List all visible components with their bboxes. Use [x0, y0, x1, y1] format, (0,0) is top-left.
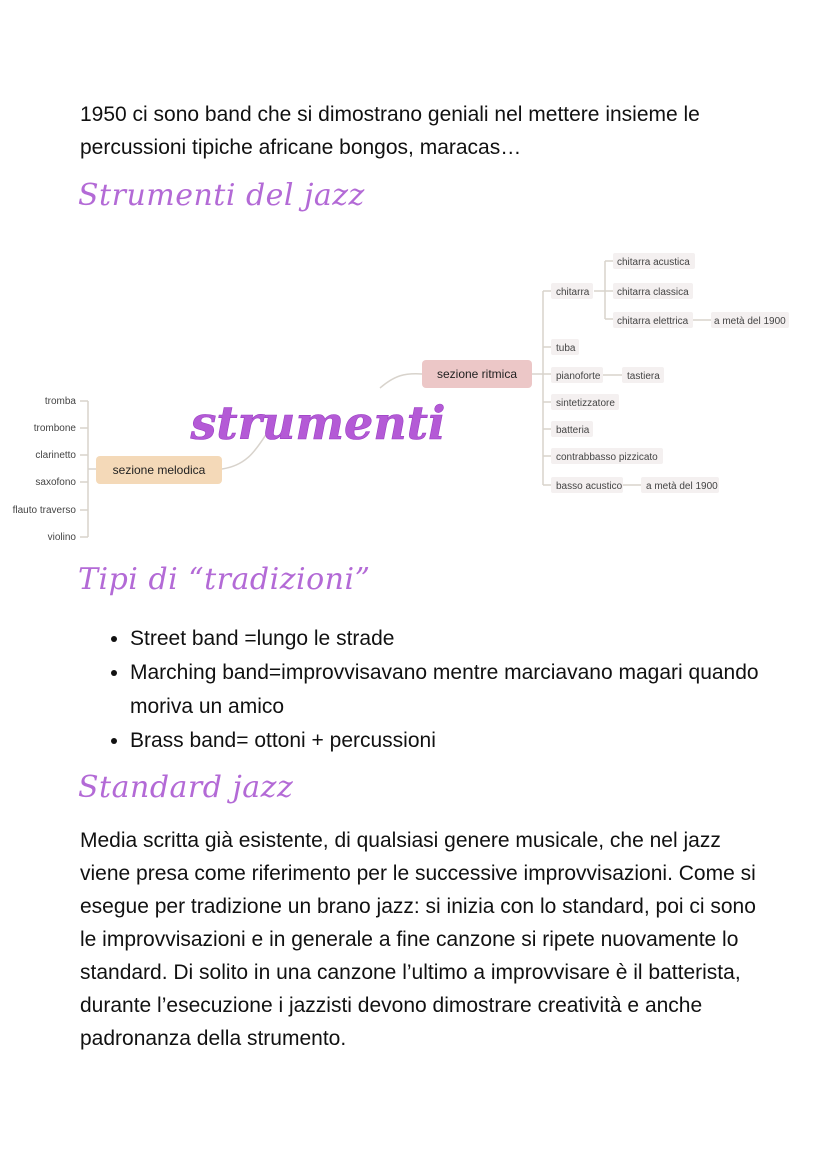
- guitar-type: chitarra classica: [617, 287, 689, 298]
- melodic-item: tromba: [44, 396, 76, 407]
- melodic-item: clarinetto: [35, 450, 76, 461]
- rhythm-item-basso: basso acustico: [556, 481, 623, 492]
- heading-strumenti: Strumenti del jazz: [78, 178, 365, 213]
- rhythm-item-batteria: batteria: [556, 425, 590, 436]
- list-item: • Brass band= ottoni + percussioni: [130, 724, 820, 758]
- rhythm-section-label: sezione ritmica: [436, 367, 518, 381]
- heading-tradizioni: Tipi di “tradizioni”: [78, 562, 371, 597]
- electric-guitar-note: a metà del 1900: [714, 316, 786, 327]
- traditions-list: [80, 622, 820, 758]
- melodic-item: violino: [47, 532, 76, 543]
- instrument-mindmap: [0, 240, 828, 560]
- intro-paragraph: 1950 ci sono band che si dimostrano geniali nel mettere insieme le percussioni tipiche africane bongos, maracas…: [80, 103, 700, 159]
- mindmap-center-title: strumenti: [190, 396, 446, 450]
- guitar-type: chitarra acustica: [617, 257, 690, 268]
- list-item: • Street band =lungo le strade: [130, 622, 820, 656]
- rhythm-item-sintetizzatore: sintetizzatore: [556, 398, 615, 409]
- melodic-section-label: sezione melodica: [112, 463, 206, 477]
- rhythm-item-tastiera: tastiera: [627, 371, 660, 382]
- list-item: • Marching band=improvvisavano mentre marciavano magari quando moriva un amico: [130, 656, 820, 724]
- rhythm-item-tuba: tuba: [556, 343, 576, 354]
- rhythm-item-pianoforte: pianoforte: [556, 371, 601, 382]
- melodic-item: trombone: [33, 423, 76, 434]
- heading-standard: Standard jazz: [78, 770, 294, 805]
- melodic-item: flauto traverso: [12, 505, 76, 516]
- bass-note: a metà del 1900: [646, 481, 718, 492]
- melodic-item: saxofono: [35, 477, 76, 488]
- standard-paragraph: Media scritta già esistente, di qualsiasi genere musicale, che nel jazz viene presa come riferimento per le successive improvvisazioni. Come si esegue per tradizione un brano jazz: si inizia con lo standard, poi ci sono le improvvisazioni e in generale a fine canzone si ripete nuovamente lo standard. Di solito in una canzone l’ultimo a improvvisare è il batterista, durante l’esecuzione i jazzisti devono dimostrare creatività e anche padronanza della strumento.: [80, 829, 756, 1050]
- rhythm-item-chitarra: chitarra: [556, 287, 590, 298]
- rhythm-item-contrabbasso: contrabbasso pizzicato: [556, 452, 658, 463]
- guitar-type: chitarra elettrica: [617, 316, 689, 327]
